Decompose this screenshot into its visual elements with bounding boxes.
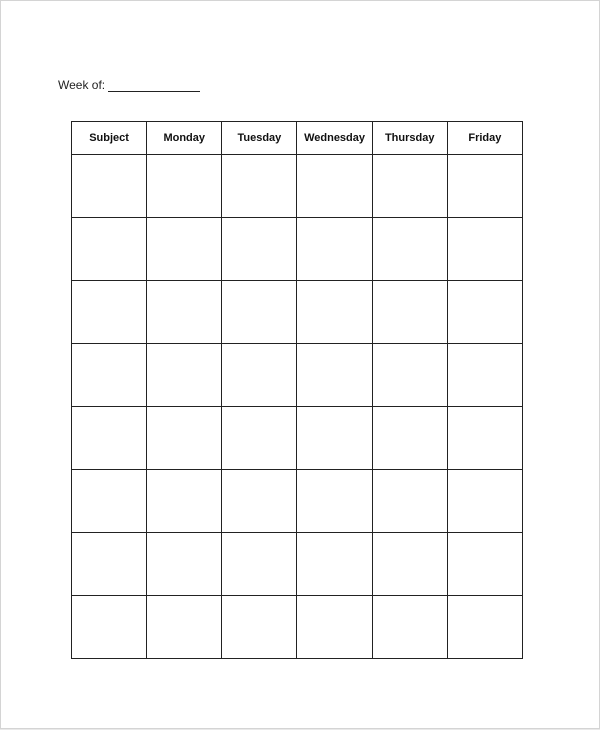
cell-wednesday	[297, 344, 372, 407]
column-header-friday: Friday	[447, 122, 522, 155]
week-of-blank-line	[108, 79, 200, 92]
cell-monday	[147, 533, 222, 596]
cell-tuesday	[222, 218, 297, 281]
cell-wednesday	[297, 155, 372, 218]
cell-monday	[147, 344, 222, 407]
cell-tuesday	[222, 470, 297, 533]
cell-friday	[447, 596, 522, 659]
cell-tuesday	[222, 533, 297, 596]
cell-friday	[447, 470, 522, 533]
table-row	[72, 281, 523, 344]
planner-body	[72, 155, 523, 659]
cell-monday	[147, 281, 222, 344]
cell-thursday	[372, 344, 447, 407]
table-row	[72, 533, 523, 596]
cell-thursday	[372, 281, 447, 344]
cell-subject	[72, 533, 147, 596]
cell-wednesday	[297, 533, 372, 596]
cell-subject	[72, 596, 147, 659]
cell-subject	[72, 281, 147, 344]
table-row	[72, 596, 523, 659]
column-header-thursday: Thursday	[372, 122, 447, 155]
cell-monday	[147, 596, 222, 659]
cell-friday	[447, 218, 522, 281]
table-row	[72, 218, 523, 281]
table-row	[72, 155, 523, 218]
cell-wednesday	[297, 470, 372, 533]
cell-friday	[447, 281, 522, 344]
cell-friday	[447, 407, 522, 470]
cell-subject	[72, 155, 147, 218]
week-of-field	[58, 78, 200, 92]
cell-thursday	[372, 407, 447, 470]
cell-monday	[147, 218, 222, 281]
weekly-planner-table	[71, 121, 523, 659]
cell-wednesday	[297, 218, 372, 281]
cell-subject	[72, 470, 147, 533]
cell-thursday	[372, 596, 447, 659]
cell-wednesday	[297, 407, 372, 470]
cell-thursday	[372, 155, 447, 218]
cell-tuesday	[222, 155, 297, 218]
cell-thursday	[372, 470, 447, 533]
cell-tuesday	[222, 407, 297, 470]
table-row	[72, 344, 523, 407]
cell-tuesday	[222, 281, 297, 344]
cell-tuesday	[222, 596, 297, 659]
cell-subject	[72, 407, 147, 470]
column-header-monday: Monday	[147, 122, 222, 155]
column-header-wednesday: Wednesday	[297, 122, 372, 155]
cell-thursday	[372, 218, 447, 281]
cell-subject	[72, 218, 147, 281]
week-of-label: Week of:	[58, 78, 106, 92]
cell-monday	[147, 155, 222, 218]
cell-thursday	[372, 533, 447, 596]
cell-monday	[147, 470, 222, 533]
cell-friday	[447, 533, 522, 596]
cell-friday	[447, 344, 522, 407]
table-row	[72, 470, 523, 533]
cell-tuesday	[222, 344, 297, 407]
cell-subject	[72, 344, 147, 407]
table-row	[72, 407, 523, 470]
cell-wednesday	[297, 596, 372, 659]
cell-friday	[447, 155, 522, 218]
column-header-subject: Subject	[72, 122, 147, 155]
cell-monday	[147, 407, 222, 470]
header-row	[72, 122, 523, 155]
column-header-tuesday: Tuesday	[222, 122, 297, 155]
cell-wednesday	[297, 281, 372, 344]
